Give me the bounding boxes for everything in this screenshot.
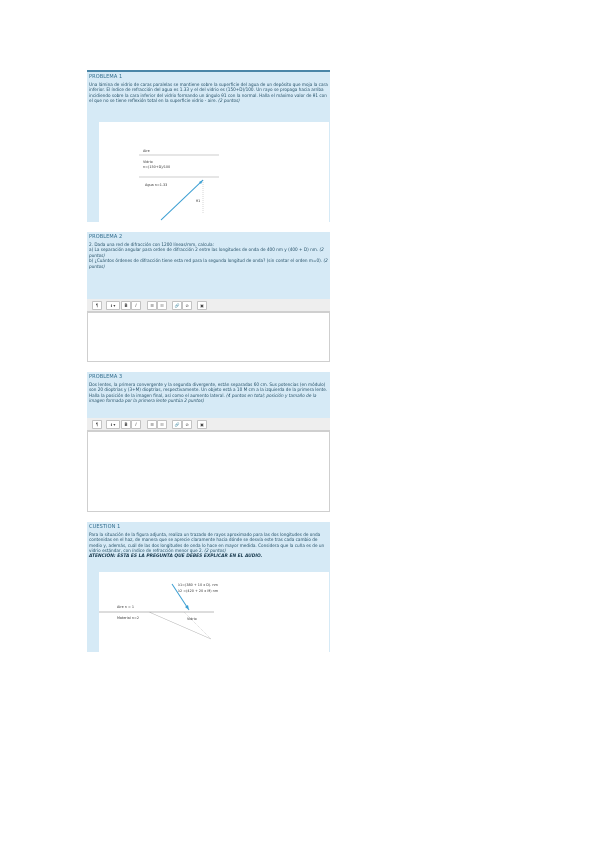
cuestion-1-card <box>87 522 330 652</box>
ordered-list-button[interactable]: ☷ <box>157 301 167 310</box>
question-text: Dos lentes, la primera convergente y la segunda divergente, están separadas 60 cm. Sus potencias (en módulo) son 20 dioptrías y (3+M) dioptrías, respectivamente. Un objeto está a 10 M cm a la izquierda de la primera lente. Halla la posición de la imagen final, así como el aumento lateral. (4 puntos en total; posición y tamaño de la imagen formada por la primera lente puntúa 2 puntos) <box>89 382 328 404</box>
bold-button[interactable]: B <box>121 420 131 429</box>
theta-label: θ1 <box>196 199 201 203</box>
info-dropdown-button[interactable]: ℹ ▾ <box>106 301 120 310</box>
vidrio-label: Vidrio <box>187 617 197 621</box>
paragraph-button[interactable]: ¶ <box>92 301 102 310</box>
agua-label: Agua n=1.33 <box>145 183 168 187</box>
question-text: Una lámina de vidrio de caras paralelas se mantiene sobre la superficie del agua de un depósito que moja la cara inferior. El índice de refracción del agua es 1.33 y el del vidrio es (150+D)/100. Un rayo se propaga hacia arriba incidiendo sobre la cara inferior del vidrio formando un ángulo θ1 con la normal. Halla el máximo valor de θ1 con el que no se tiene reflexión total en la superficie vidrio - aire. (2 puntos) <box>89 82 328 104</box>
answer-editor[interactable] <box>87 431 330 512</box>
italic-button[interactable]: I <box>131 420 141 429</box>
lambda2-label: λ2 =(420 + 20 x M) nm <box>178 589 219 593</box>
vidrio-label: Vidrio <box>143 160 153 164</box>
question-text: Para la situación de la figura adjunta, realiza un trazado de rayos aproximado para las dos longitudes de onda contenidas en el haz, de manera que se aprecie claramente hacia dónde se desvía este tras cada cambio de medio y, además, cuál de las dos longitudes de onda lo hace en mayor medida. Considera que la cuña es de un vidrio estándar, con índice de refracción menor que 2. (2 puntos) <box>89 532 325 554</box>
link-button[interactable]: 🔗 <box>172 420 182 429</box>
prism-figure <box>99 572 329 652</box>
question-line-1: 2. Dada una red de difracción con 1200 líneas/mm, calcula: <box>89 242 215 247</box>
card-top-border <box>87 70 330 72</box>
unordered-list-button[interactable]: ☰ <box>147 301 157 310</box>
refraction-figure <box>99 122 329 222</box>
italic-button[interactable]: I <box>131 301 141 310</box>
attention-note: ATENCIÓN: ESTA ES LA PREGUNTA QUE DEBES EXPLICAR EN EL AUDIO. <box>89 553 263 559</box>
unlink-button[interactable]: ⊘ <box>182 420 192 429</box>
vidrio-index-label: n=(150+D)/100 <box>143 165 171 169</box>
question-line-2: a) La separación angular para orden de difracción 2 entre las longitudes de onda de 400 nm y (400 + D) nm. (2 puntos) <box>89 247 324 258</box>
material-label: Material n=2 <box>117 616 139 620</box>
unlink-button[interactable]: ⊘ <box>182 301 192 310</box>
aire-label: Aire <box>143 149 150 153</box>
image-button[interactable]: ▣ <box>197 420 207 429</box>
question-label: PROBLEMA 2 <box>89 234 123 240</box>
question-line-3: b) ¿Cuántos órdenes de difracción tiene esta red para la segunda longitud de onda? (sin contar el orden m=0). (2 puntos) <box>89 258 328 269</box>
bold-button[interactable]: B <box>121 301 131 310</box>
aire-label: Aire n = 1 <box>117 605 135 609</box>
lambda1-label: λ1=(380 + 10 x D). nm <box>178 583 218 587</box>
unordered-list-button[interactable]: ☰ <box>147 420 157 429</box>
problema-3-card <box>87 372 330 512</box>
ordered-list-button[interactable]: ☷ <box>157 420 167 429</box>
question-label: PROBLEMA 1 <box>89 74 123 80</box>
refraction-diagram <box>99 122 329 222</box>
question-label: PROBLEMA 3 <box>89 374 123 380</box>
answer-editor[interactable] <box>87 312 330 362</box>
problema-1-card <box>87 70 330 222</box>
editor-toolbar <box>87 299 330 312</box>
question-label: CUESTION 1 <box>89 524 121 530</box>
editor-toolbar <box>87 418 330 431</box>
link-button[interactable]: 🔗 <box>172 301 182 310</box>
paragraph-button[interactable]: ¶ <box>92 420 102 429</box>
problema-2-card <box>87 232 330 362</box>
image-button[interactable]: ▣ <box>197 301 207 310</box>
info-dropdown-button[interactable]: ℹ ▾ <box>106 420 120 429</box>
